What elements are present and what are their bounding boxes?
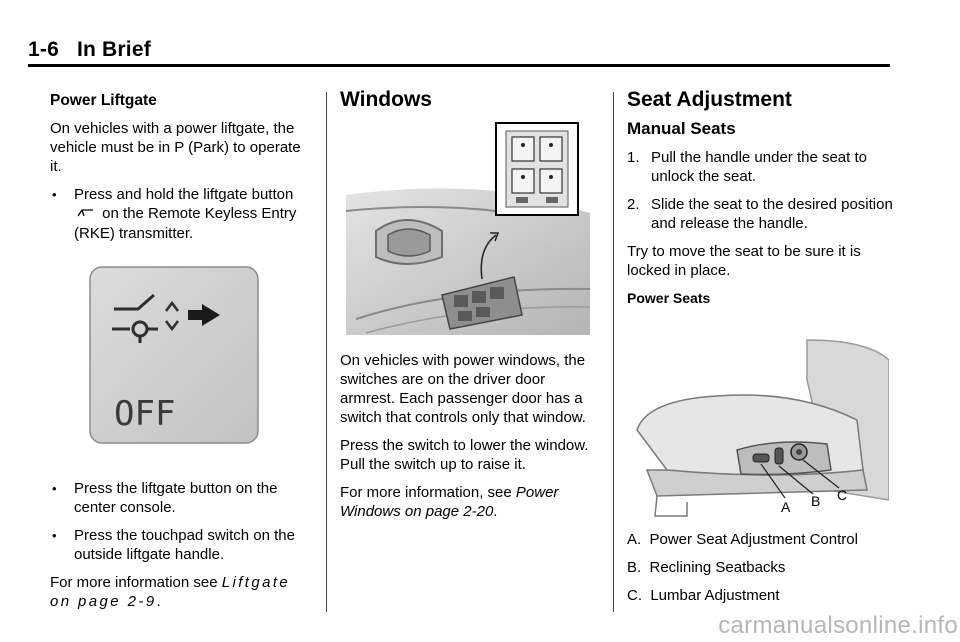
more-info-paragraph (50, 573, 310, 611)
windows-more-info-text: For more information, see (340, 484, 512, 501)
page-header (28, 38, 151, 62)
windows-paragraph-2: Press the switch to lower the window. Pull the switch up to raise it. (340, 437, 589, 473)
seat-adjustment-heading: Seat Adjustment (627, 88, 792, 111)
bullet-icon: • (52, 480, 57, 496)
callout-b: B (811, 493, 821, 509)
page-number: 1-6 (28, 38, 59, 61)
power-windows-link[interactable]: Power Windows on page 2-20 (340, 484, 559, 520)
column-divider-1 (326, 92, 327, 612)
window-switch-figure (346, 119, 590, 335)
step-number: 1. (627, 149, 640, 166)
windows-paragraph-1: On vehicles with power windows, the switches are on the driver door armrest. Each passenger door has a switch that controls only that window. (340, 352, 586, 426)
off-label: OFF (114, 393, 176, 434)
windows-heading: Windows (340, 88, 432, 111)
bullet-text: Press the liftgate button on the center console. (74, 479, 278, 516)
legend-item: B. Reclining Seatbacks (627, 559, 786, 576)
callout-c: C (837, 487, 848, 503)
seat-paragraph: Try to move the seat to be sure it is locked in place. (627, 243, 861, 279)
power-liftgate-intro: On vehicles with a power liftgate, the vehicle must be in P (Park) to operate it. (50, 120, 301, 175)
header-rule (28, 64, 890, 67)
liftgate-button-figure (70, 253, 270, 463)
column-windows (340, 88, 602, 530)
bullet-text: Press and hold the liftgate button (74, 186, 294, 203)
numbered-step (627, 148, 897, 186)
power-seats-label: Power Seats (627, 290, 711, 306)
power-liftgate-heading: Power Liftgate (50, 92, 157, 109)
power-seat-figure (627, 320, 889, 520)
bullet-item (50, 479, 310, 517)
bullet-icon: • (52, 187, 57, 202)
bullet-item (50, 526, 310, 564)
more-info-end: . (156, 592, 161, 610)
manual-seats-heading: Manual Seats (627, 119, 736, 138)
callout-a: A (781, 499, 791, 515)
bullet-item (50, 185, 310, 243)
windows-more-info-end: . (493, 503, 498, 520)
more-info-text: For more information see (50, 573, 218, 591)
windows-more-info (340, 483, 602, 521)
legend-item: A. Power Seat Adjustment Control (627, 531, 858, 548)
numbered-step (627, 195, 897, 233)
section-title: In Brief (76, 38, 151, 61)
column-seat-adjustment (627, 88, 897, 614)
liftgate-link[interactable]: Liftgate on page 2-9 (50, 573, 291, 610)
step-text: Pull the handle under the seat to unlock the seat. (651, 149, 867, 185)
column-divider-2 (613, 92, 614, 612)
watermark: carmanualsonline.info (718, 612, 958, 639)
step-number: 2. (627, 196, 640, 213)
column-power-liftgate (50, 88, 310, 620)
bullet-icon: • (52, 527, 57, 543)
bullet-text-continued: on the Remote Keyless Entry (RKE) transmitter. (74, 205, 297, 242)
legend-item: C. Lumbar Adjustment (627, 587, 780, 604)
bullet-text: Press the touchpad switch on the outside liftgate handle. (74, 526, 295, 563)
step-text: Slide the seat to the desired position and release the handle. (651, 196, 893, 232)
liftgate-button-icon (77, 205, 95, 224)
